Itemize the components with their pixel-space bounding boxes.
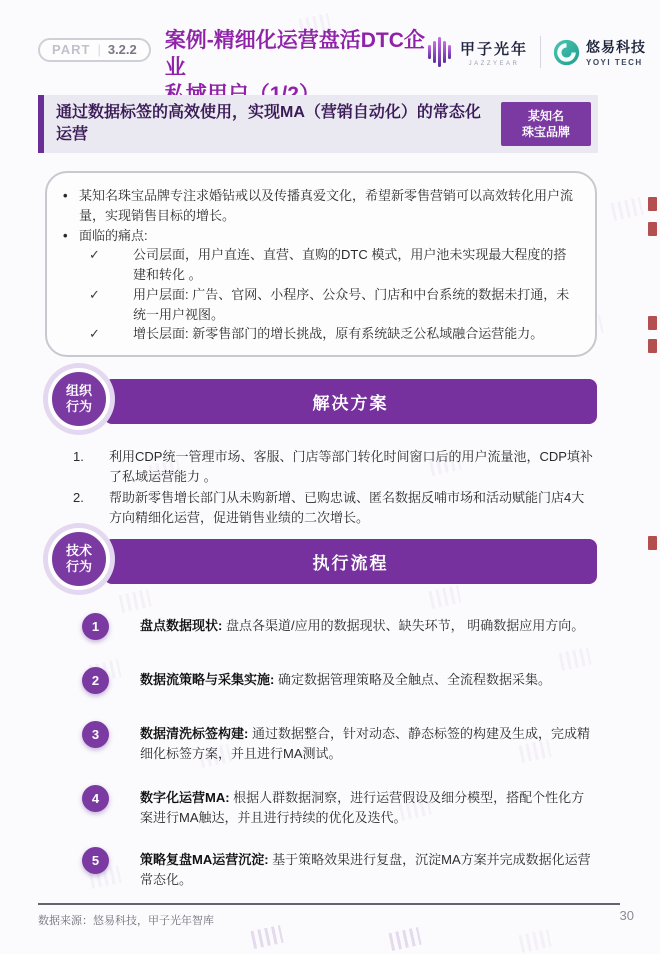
intro-bullet-2-text: 面临的痛点:	[79, 227, 148, 243]
page-number: 30	[619, 908, 634, 923]
step-text	[140, 847, 594, 889]
watermark	[250, 925, 283, 949]
pain-point-text: 公司层面，用户直连、直营、直购的DTC 模式，用户池未实现最大程度的搭建和转化 。	[133, 247, 567, 282]
red-edge-mark	[648, 536, 657, 550]
process-step	[82, 785, 594, 827]
logo-divider	[540, 36, 541, 68]
data-source-note: 数据来源：悠易科技，甲子光年智库	[38, 915, 214, 927]
section-banner-process	[104, 539, 597, 584]
circle-label-line1: 技术	[65, 542, 92, 558]
bullet-icon: •	[63, 188, 68, 203]
solution-item	[73, 447, 597, 486]
yoyi-subtitle: YOYI TECH	[586, 58, 643, 67]
jazzyear-logo	[460, 38, 528, 67]
brand-badge-line2: 珠宝品牌	[521, 125, 570, 139]
solution-list	[73, 447, 597, 529]
case-intro-box	[45, 171, 597, 357]
watermark	[388, 927, 421, 951]
circle-label-line2: 行为	[65, 399, 92, 414]
headline-text: 通过数据标签的高效使用，实现MA（营销自动化）的常态化运营	[56, 103, 481, 143]
red-edge-mark	[648, 316, 657, 330]
yoyi-logo	[553, 37, 646, 67]
bullet-icon: •	[63, 227, 68, 243]
step-title: 数字化运营MA:	[140, 790, 230, 805]
watermark	[118, 589, 151, 613]
step-title: 策略复盘MA运营沉淀:	[140, 852, 269, 867]
process-step	[82, 721, 594, 763]
pain-point-text: 增长层面: 新零售部门的增长挑战，原有系统缺乏公私域融合运营能力。	[133, 326, 544, 342]
step-text	[140, 785, 594, 827]
section-banner-label: 解决方案	[312, 394, 389, 413]
process-step	[82, 613, 594, 640]
intro-bullet-1-text: 某知名珠宝品牌专注求婚钻戒以及传播真爱文化，希望新零售营销可以高效转化用户流量，实现销售目标的增长。	[79, 188, 574, 223]
step-number-badge: 3	[82, 721, 109, 748]
solution-item	[73, 488, 597, 527]
circle-label-line2: 行为	[65, 559, 92, 574]
step-description: 根据人群数据洞察，进行运营假设及细分模型，搭配个性化方案进行MA触达，并且进行持续的优化及迭代。	[140, 790, 585, 825]
watermark	[518, 929, 551, 953]
step-title: 盘点数据现状:	[140, 618, 223, 633]
step-description: 确定数据管理策略及全触点、全流程数据采集。	[277, 672, 551, 687]
pain-point-item	[89, 324, 577, 344]
section-circle-technology	[48, 528, 110, 590]
yoyi-name: 悠易科技	[586, 39, 646, 55]
step-number-badge: 5	[82, 847, 109, 874]
step-number-badge: 2	[82, 667, 109, 694]
brand-badge	[501, 102, 591, 146]
check-icon: ✓	[89, 286, 100, 302]
yoyi-swirl-icon	[553, 39, 580, 66]
part-badge	[38, 38, 151, 62]
intro-bullet-2	[63, 226, 577, 246]
step-text	[140, 613, 584, 636]
logo-cluster	[428, 28, 646, 68]
jazzyear-bars-icon	[428, 36, 451, 68]
jazzyear-name: 甲子光年	[459, 40, 528, 58]
page-title-line1: 案例-精细化运营盘活DTC企业	[164, 29, 425, 79]
watermark	[610, 197, 643, 221]
step-title: 数据清洗标签构建:	[140, 726, 249, 741]
pain-point-text: 用户层面: 广告、官网、小程序、公众号、门店和中台系统的数据未打通，未统一用户视图。	[133, 286, 570, 322]
section-banner-label: 执行流程	[312, 554, 389, 573]
yoyi-text	[586, 37, 646, 67]
circle-label-line1: 组织	[65, 382, 92, 398]
footer-divider	[38, 903, 620, 905]
jazzyear-subtitle: JAZZYEAR	[468, 60, 520, 67]
solution-item-text: 帮助新零售增长部门从未购新增、已购忠诚、匿名数据反哺市场和活动赋能门店4大方向精细化运营，促进销售业绩的二次增长。	[109, 490, 585, 525]
step-title: 数据流策略与采集实施:	[140, 672, 275, 687]
solution-item-text: 利用CDP统一管理市场、客服、门店等部门转化时间窗口后的用户流量池，CDP填补了私域运营能力 。	[109, 449, 593, 484]
red-edge-mark	[648, 222, 657, 236]
step-text	[140, 721, 594, 763]
step-description: 通过数据整合，针对动态、静态标签的构建及生成，完成精细化标签方案，并且进行MA测试。	[140, 726, 590, 761]
step-number-badge: 4	[82, 785, 109, 812]
intro-bullet-1	[63, 186, 577, 226]
check-icon: ✓	[89, 326, 100, 342]
process-step	[82, 667, 594, 694]
section-banner-solution	[104, 379, 597, 424]
red-edge-mark	[648, 339, 657, 353]
solution-item-number: 2.	[73, 490, 84, 505]
section-headline-banner	[38, 95, 598, 153]
check-icon: ✓	[89, 247, 100, 263]
step-description: 盘点各渠道/应用的数据现状、缺失环节， 明确数据应用方向。	[225, 618, 585, 633]
process-steps	[82, 613, 594, 889]
part-divider: |	[97, 42, 101, 57]
red-edge-mark	[648, 197, 657, 211]
brand-badge-line1: 某知名	[527, 108, 564, 123]
step-number-badge: 1	[82, 613, 109, 640]
step-description: 基于策略效果进行复盘，沉淀MA方案并完成数据化运营常态化。	[140, 852, 591, 887]
watermark	[428, 585, 461, 609]
step-text	[140, 667, 551, 690]
pain-point-item	[89, 245, 577, 285]
pain-point-item	[89, 285, 577, 325]
process-step	[82, 847, 594, 889]
solution-item-number: 1.	[73, 449, 84, 464]
part-label: PART	[52, 42, 91, 57]
section-circle-organization	[48, 368, 110, 430]
part-number: 3.2.2	[107, 42, 137, 57]
